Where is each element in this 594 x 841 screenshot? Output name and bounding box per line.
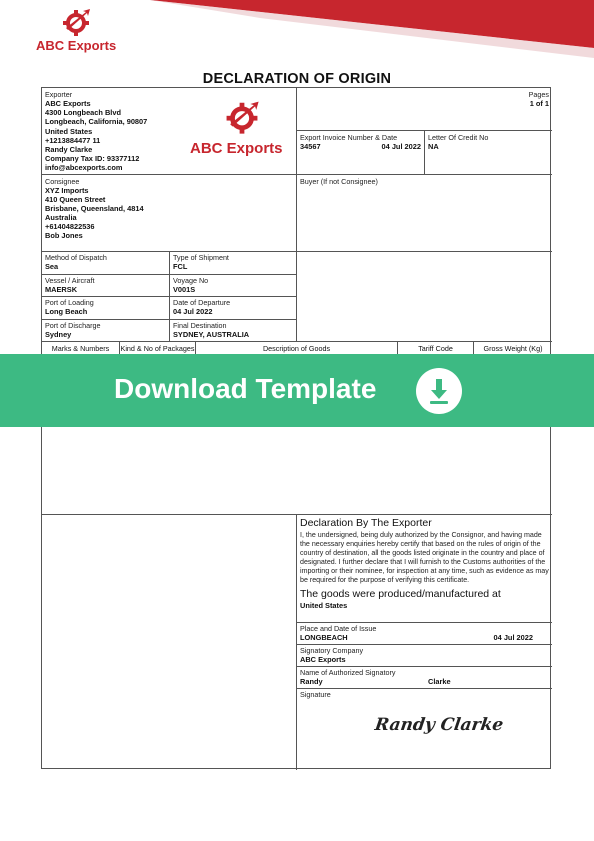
date-of-issue: 04 Jul 2022: [493, 633, 533, 642]
field-label: Method of Dispatch: [45, 253, 107, 262]
field-value: ABC Exports: [300, 655, 346, 664]
exporter-line: Longbeach, California, 90807: [45, 117, 148, 127]
exporter-line: info@abcexports.com: [45, 163, 123, 173]
signatory-last-name: Clarke: [428, 677, 451, 686]
consignee-section: [42, 175, 297, 252]
field-label: Port of Loading: [45, 298, 94, 307]
field-label: Voyage No: [173, 275, 209, 285]
field-label: Place and Date of Issue: [300, 624, 377, 633]
produced-label: The goods were produced/manufactured at: [300, 588, 501, 600]
exporter-line: 4300 Longbeach Blvd: [45, 108, 121, 118]
field-value: V001S: [173, 284, 196, 294]
buyer-section: [297, 175, 552, 252]
column-header: Gross Weight (Kg): [483, 344, 543, 353]
field-label: Type of Shipment: [173, 253, 229, 262]
exporter-line: United States: [45, 126, 93, 136]
shipment-type-field: [170, 252, 297, 275]
invoice-section: [297, 131, 425, 175]
company-logo-name: ABC Exports: [190, 140, 283, 157]
company-logo: [190, 98, 300, 168]
invoice-number: 34567: [300, 142, 321, 151]
exporter-line: ABC Exports: [45, 99, 91, 108]
field-label: Vessel / Aircraft: [45, 275, 95, 285]
consignee-line: Bob Jones: [45, 231, 83, 240]
download-template-label[interactable]: Download Template: [114, 373, 377, 404]
produced-value: United States: [300, 601, 348, 610]
final-destination-field: [170, 320, 297, 343]
invoice-label: Export Invoice Number & Date: [300, 133, 398, 142]
dispatch-method-field: [42, 252, 170, 275]
download-template-banner[interactable]: [0, 354, 594, 427]
field-value: SYDNEY, AUSTRALIA: [173, 329, 250, 339]
signature-field: [297, 689, 552, 770]
gear-logo-icon: [220, 98, 264, 136]
consignee-line: Brisbane, Queensland, 4814: [45, 204, 144, 213]
departure-date-field: [170, 297, 297, 320]
page-title: DECLARATION OF ORIGIN: [202, 71, 392, 87]
shipping-blank-area: [297, 252, 552, 342]
exporter-line: +1213884477 11: [45, 135, 101, 145]
place-of-issue: LONGBEACH: [300, 633, 348, 642]
port-of-loading-field: [42, 297, 170, 320]
declaration-title: Declaration By The Exporter: [300, 517, 432, 529]
gear-logo-icon: [58, 6, 94, 38]
pages-value: 1 of 1: [529, 99, 549, 108]
field-value: 04 Jul 2022: [173, 307, 213, 316]
consignee-label: Consignee: [45, 177, 80, 186]
field-value: Sydney: [45, 329, 72, 339]
brand-logo: [36, 6, 126, 56]
field-label: Name of Authorized Signatory: [300, 668, 396, 677]
authorized-signatory-field: [297, 667, 552, 689]
consignee-line: Australia: [45, 213, 77, 222]
vessel-field: [42, 275, 170, 298]
field-value: MAERSK: [45, 284, 78, 294]
exporter-declaration: [297, 515, 552, 623]
field-value: Long Beach: [45, 307, 88, 316]
pages-section: [297, 88, 552, 131]
pages-label: Pages: [528, 90, 549, 99]
field-label: Date of Departure: [173, 298, 231, 307]
exporter-label: Exporter: [45, 90, 73, 99]
brand-name: ABC Exports: [36, 38, 117, 53]
field-label: Signatory Company: [300, 646, 364, 655]
download-icon[interactable]: [416, 368, 462, 414]
exporter-line: Randy Clarke: [45, 145, 93, 155]
invoice-date: 04 Jul 2022: [381, 142, 421, 151]
field-label: Port of Discharge: [45, 320, 101, 330]
buyer-label: Buyer (If not Consignee): [300, 177, 378, 186]
field-value: Sea: [45, 262, 59, 271]
column-header: Description of Goods: [196, 342, 398, 355]
column-header: Tariff Code: [398, 342, 474, 355]
field-value: FCL: [173, 262, 188, 271]
consignee-line: 410 Queen Street: [45, 195, 106, 204]
field-label: Final Destination: [173, 320, 227, 330]
port-of-discharge-field: [42, 320, 170, 343]
left-blank-area: [42, 515, 297, 770]
declaration-form: [41, 87, 551, 769]
signatory-company-field: [297, 645, 552, 667]
consignee-line: +61404822536: [45, 222, 95, 231]
field-label: Signature: [300, 690, 331, 699]
exporter-section: [42, 88, 297, 175]
letter-of-credit-value: NA: [428, 142, 439, 151]
letter-of-credit-section: [425, 131, 552, 175]
place-date-issue-field: [297, 623, 552, 645]
consignee-line: XYZ Imports: [45, 186, 89, 195]
column-header: Marks & Numbers: [42, 342, 120, 355]
exporter-line: Company Tax ID: 93377112: [45, 154, 140, 164]
declaration-text: I, the undersigned, being duly authorized by the Consignor, and having made the necessary enquiries hereby certify that based on the rules of origin of the country of destination, all the goods listed originate in the country and place of designated. I further declare that I will furnish to the Customs authorities of the importing or their nominee, for inspection at any time, such as evidence as may be required for the purpose of verifying this certificate.: [300, 531, 549, 584]
voyage-field: [170, 275, 297, 298]
signatory-first-name: Randy: [300, 677, 323, 686]
column-header: Kind & No of Packages: [120, 344, 195, 353]
letter-of-credit-label: Letter Of Credit No: [428, 133, 489, 142]
handwritten-signature: Randy Clarke: [373, 715, 505, 735]
